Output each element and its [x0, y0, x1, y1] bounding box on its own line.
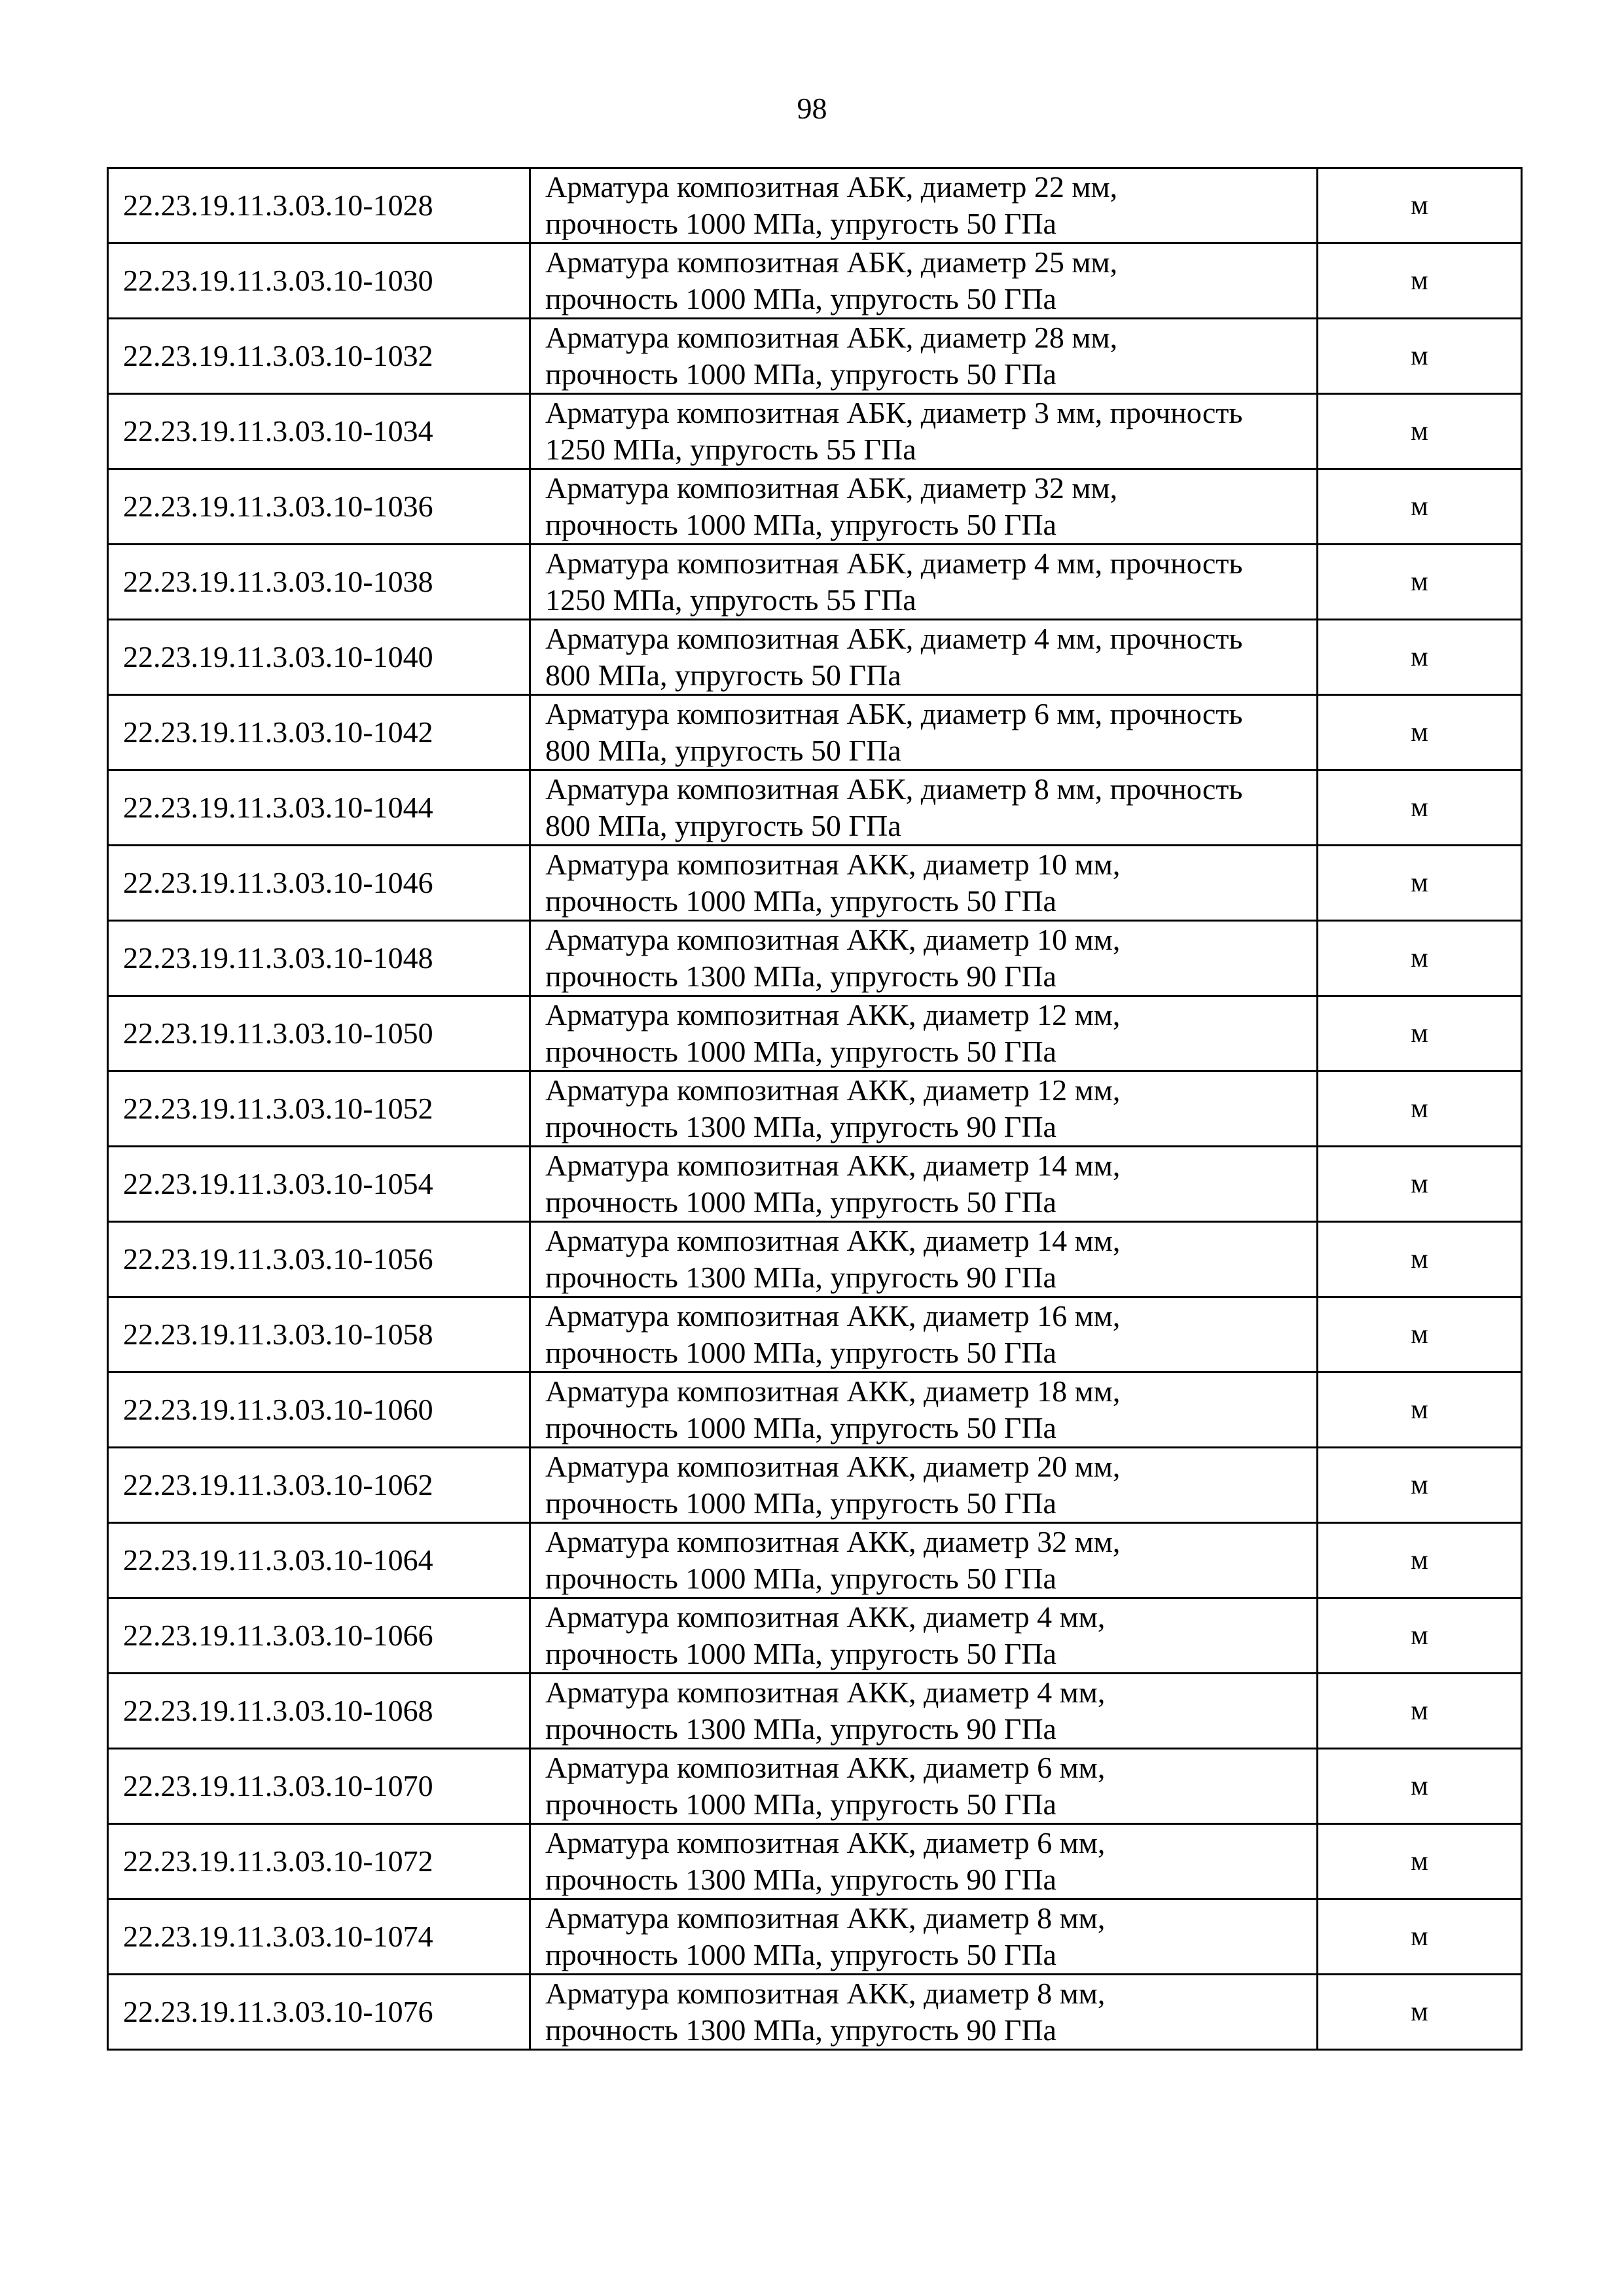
resource-name-line: прочность 1000 МПа, упругость 50 ГПа — [545, 1185, 1056, 1219]
resource-code: 22.23.19.11.3.03.10-1028 — [108, 168, 530, 243]
resource-name — [530, 770, 1318, 846]
resource-name-line: Арматура композитная АКК, диаметр 6 мм, — [545, 1751, 1106, 1784]
resource-name-line: 800 МПа, упругость 50 ГПа — [545, 658, 901, 692]
resource-name-line: Арматура композитная АКК, диаметр 8 мм, — [545, 1977, 1106, 2010]
resource-code: 22.23.19.11.3.03.10-1056 — [108, 1222, 530, 1297]
resource-name-line: Арматура композитная АБК, диаметр 8 мм, прочность — [545, 772, 1243, 806]
table-row — [108, 1297, 1522, 1372]
resource-name — [530, 1222, 1318, 1297]
resource-name-line: прочность 1000 МПа, упругость 50 ГПа — [545, 1035, 1056, 1068]
resource-name-line: прочность 1000 МПа, упругость 50 ГПа — [545, 1562, 1056, 1595]
unit-of-measure: м — [1318, 1824, 1522, 1899]
table-row — [108, 846, 1522, 921]
resource-name — [530, 1523, 1318, 1598]
table-row — [108, 620, 1522, 695]
unit-of-measure: м — [1318, 1372, 1522, 1448]
resource-code: 22.23.19.11.3.03.10-1050 — [108, 996, 530, 1071]
unit-of-measure: м — [1318, 996, 1522, 1071]
resource-name-line: прочность 1000 МПа, упругость 50 ГПа — [545, 1637, 1056, 1670]
resource-name — [530, 1147, 1318, 1222]
table-row — [108, 1674, 1522, 1749]
resource-name-line: Арматура композитная АБК, диаметр 4 мм, прочность — [545, 622, 1243, 655]
table-row — [108, 545, 1522, 620]
resource-name-line: Арматура композитная АКК, диаметр 12 мм, — [545, 1073, 1121, 1107]
resource-code: 22.23.19.11.3.03.10-1062 — [108, 1448, 530, 1523]
resource-name-line: прочность 1300 МПа, упругость 90 ГПа — [545, 1863, 1056, 1896]
table-row — [108, 1147, 1522, 1222]
resource-name-line: прочность 1000 МПа, упругость 50 ГПа — [545, 357, 1056, 391]
resource-code: 22.23.19.11.3.03.10-1046 — [108, 846, 530, 921]
table-row — [108, 394, 1522, 469]
resource-name-line: Арматура композитная АКК, диаметр 4 мм, — [545, 1600, 1106, 1634]
resource-code: 22.23.19.11.3.03.10-1064 — [108, 1523, 530, 1598]
resource-name-line: Арматура композитная АКК, диаметр 32 мм, — [545, 1525, 1121, 1558]
unit-of-measure: м — [1318, 1598, 1522, 1674]
table-row — [108, 921, 1522, 996]
resource-name-line: 800 МПа, упругость 50 ГПа — [545, 809, 901, 842]
unit-of-measure: м — [1318, 545, 1522, 620]
resource-name-line: прочность 1000 МПа, упругость 50 ГПа — [545, 884, 1056, 918]
resource-name — [530, 319, 1318, 394]
page-number: 98 — [797, 92, 827, 125]
table-row — [108, 996, 1522, 1071]
resource-name-line: Арматура композитная АБК, диаметр 22 мм, — [545, 170, 1118, 204]
resource-name — [530, 695, 1318, 770]
resource-name — [530, 1598, 1318, 1674]
resource-code: 22.23.19.11.3.03.10-1060 — [108, 1372, 530, 1448]
resource-name-line: прочность 1300 МПа, упругость 90 ГПа — [545, 2013, 1056, 2047]
resource-name — [530, 243, 1318, 319]
resource-name — [530, 394, 1318, 469]
resource-name-line: прочность 1000 МПа, упругость 50 ГПа — [545, 1787, 1056, 1821]
resource-name-line: Арматура композитная АКК, диаметр 10 мм, — [545, 848, 1121, 881]
resource-name — [530, 996, 1318, 1071]
unit-of-measure: м — [1318, 770, 1522, 846]
resource-code: 22.23.19.11.3.03.10-1038 — [108, 545, 530, 620]
resource-name — [530, 1448, 1318, 1523]
resource-name-line: Арматура композитная АБК, диаметр 28 мм, — [545, 321, 1118, 354]
resource-code: 22.23.19.11.3.03.10-1054 — [108, 1147, 530, 1222]
unit-of-measure: м — [1318, 921, 1522, 996]
resource-name — [530, 1071, 1318, 1147]
resource-name — [530, 469, 1318, 545]
unit-of-measure: м — [1318, 1297, 1522, 1372]
resource-name — [530, 1674, 1318, 1749]
resource-name-line: Арматура композитная АКК, диаметр 12 мм, — [545, 998, 1121, 1031]
table-row — [108, 1749, 1522, 1824]
resource-name-line: прочность 1000 МПа, упругость 50 ГПа — [545, 1486, 1056, 1520]
table-body — [108, 168, 1522, 2050]
resource-name-line: прочность 1300 МПа, упругость 90 ГПа — [545, 1712, 1056, 1746]
resource-name-line: Арматура композитная АКК, диаметр 6 мм, — [545, 1826, 1106, 1859]
table-row — [108, 1523, 1522, 1598]
resource-name-line: Арматура композитная АКК, диаметр 16 мм, — [545, 1299, 1121, 1333]
resource-code: 22.23.19.11.3.03.10-1034 — [108, 394, 530, 469]
resource-code: 22.23.19.11.3.03.10-1048 — [108, 921, 530, 996]
table-row — [108, 1598, 1522, 1674]
resource-name-line: Арматура композитная АБК, диаметр 4 мм, прочность — [545, 547, 1243, 580]
resource-name-line: 800 МПа, упругость 50 ГПа — [545, 734, 901, 767]
unit-of-measure: м — [1318, 168, 1522, 243]
resource-name-line: Арматура композитная АКК, диаметр 8 мм, — [545, 1901, 1106, 1935]
resource-name — [530, 1899, 1318, 1975]
unit-of-measure: м — [1318, 243, 1522, 319]
unit-of-measure: м — [1318, 1674, 1522, 1749]
table-row — [108, 695, 1522, 770]
resource-name — [530, 921, 1318, 996]
resource-name-line: 1250 МПа, упругость 55 ГПа — [545, 433, 916, 466]
resource-code: 22.23.19.11.3.03.10-1036 — [108, 469, 530, 545]
unit-of-measure: м — [1318, 394, 1522, 469]
table-row — [108, 168, 1522, 243]
table-row — [108, 1975, 1522, 2050]
table-row — [108, 319, 1522, 394]
resource-name-line: Арматура композитная АКК, диаметр 18 мм, — [545, 1374, 1121, 1408]
resource-name — [530, 620, 1318, 695]
resource-name-line: Арматура композитная АКК, диаметр 4 мм, — [545, 1676, 1106, 1709]
table-row — [108, 243, 1522, 319]
resource-code: 22.23.19.11.3.03.10-1042 — [108, 695, 530, 770]
unit-of-measure: м — [1318, 1523, 1522, 1598]
unit-of-measure: м — [1318, 1899, 1522, 1975]
table-row — [108, 1824, 1522, 1899]
unit-of-measure: м — [1318, 620, 1522, 695]
resource-code: 22.23.19.11.3.03.10-1076 — [108, 1975, 530, 2050]
resource-code: 22.23.19.11.3.03.10-1068 — [108, 1674, 530, 1749]
unit-of-measure: м — [1318, 319, 1522, 394]
resource-code: 22.23.19.11.3.03.10-1058 — [108, 1297, 530, 1372]
unit-of-measure: м — [1318, 1749, 1522, 1824]
resource-name-line: прочность 1300 МПа, упругость 90 ГПа — [545, 960, 1056, 993]
resource-name — [530, 1372, 1318, 1448]
table-row — [108, 1222, 1522, 1297]
resource-name — [530, 168, 1318, 243]
resource-code: 22.23.19.11.3.03.10-1040 — [108, 620, 530, 695]
unit-of-measure: м — [1318, 1222, 1522, 1297]
resource-code: 22.23.19.11.3.03.10-1030 — [108, 243, 530, 319]
unit-of-measure: м — [1318, 469, 1522, 545]
unit-of-measure: м — [1318, 1147, 1522, 1222]
unit-of-measure: м — [1318, 846, 1522, 921]
resource-name-line: прочность 1000 МПа, упругость 50 ГПа — [545, 207, 1056, 240]
unit-of-measure: м — [1318, 1071, 1522, 1147]
resource-name-line: прочность 1000 МПа, упругость 50 ГПа — [545, 282, 1056, 315]
resource-code: 22.23.19.11.3.03.10-1032 — [108, 319, 530, 394]
unit-of-measure: м — [1318, 1975, 1522, 2050]
resource-name — [530, 846, 1318, 921]
resource-code: 22.23.19.11.3.03.10-1044 — [108, 770, 530, 846]
resource-name-line: 1250 МПа, упругость 55 ГПа — [545, 583, 916, 617]
resource-name — [530, 1749, 1318, 1824]
resource-code: 22.23.19.11.3.03.10-1066 — [108, 1598, 530, 1674]
resource-name — [530, 1975, 1318, 2050]
resource-name-line: Арматура композитная АБК, диаметр 32 мм, — [545, 471, 1118, 505]
resource-name-line: Арматура композитная АБК, диаметр 6 мм, прочность — [545, 697, 1243, 730]
table-row — [108, 770, 1522, 846]
resource-name-line: прочность 1000 МПа, упругость 50 ГПа — [545, 508, 1056, 541]
resource-name-line: Арматура композитная АКК, диаметр 14 мм, — [545, 1149, 1121, 1182]
resource-name-line: прочность 1000 МПа, упругость 50 ГПа — [545, 1411, 1056, 1444]
resource-name-line: Арматура композитная АКК, диаметр 10 мм, — [545, 923, 1121, 956]
resource-code: 22.23.19.11.3.03.10-1052 — [108, 1071, 530, 1147]
resource-code: 22.23.19.11.3.03.10-1070 — [108, 1749, 530, 1824]
table-row — [108, 1899, 1522, 1975]
resource-name-line: Арматура композитная АБК, диаметр 3 мм, прочность — [545, 396, 1243, 429]
table-row — [108, 1372, 1522, 1448]
resource-name-line: Арматура композитная АКК, диаметр 14 мм, — [545, 1224, 1121, 1257]
resource-code: 22.23.19.11.3.03.10-1072 — [108, 1824, 530, 1899]
table-row — [108, 469, 1522, 545]
unit-of-measure: м — [1318, 695, 1522, 770]
resource-name-line: Арматура композитная АКК, диаметр 20 мм, — [545, 1450, 1121, 1483]
resource-name — [530, 1297, 1318, 1372]
resource-name-line: прочность 1000 МПа, упругость 50 ГПа — [545, 1938, 1056, 1971]
resource-name-line: Арматура композитная АБК, диаметр 25 мм, — [545, 245, 1118, 279]
resource-name — [530, 545, 1318, 620]
resource-code: 22.23.19.11.3.03.10-1074 — [108, 1899, 530, 1975]
resource-name — [530, 1824, 1318, 1899]
resource-name-line: прочность 1300 МПа, упругость 90 ГПа — [545, 1110, 1056, 1143]
resource-name-line: прочность 1300 МПа, упругость 90 ГПа — [545, 1261, 1056, 1294]
resource-name-line: прочность 1000 МПа, упругость 50 ГПа — [545, 1336, 1056, 1369]
unit-of-measure: м — [1318, 1448, 1522, 1523]
resource-table — [107, 167, 1523, 2051]
table-row — [108, 1071, 1522, 1147]
table-row — [108, 1448, 1522, 1523]
